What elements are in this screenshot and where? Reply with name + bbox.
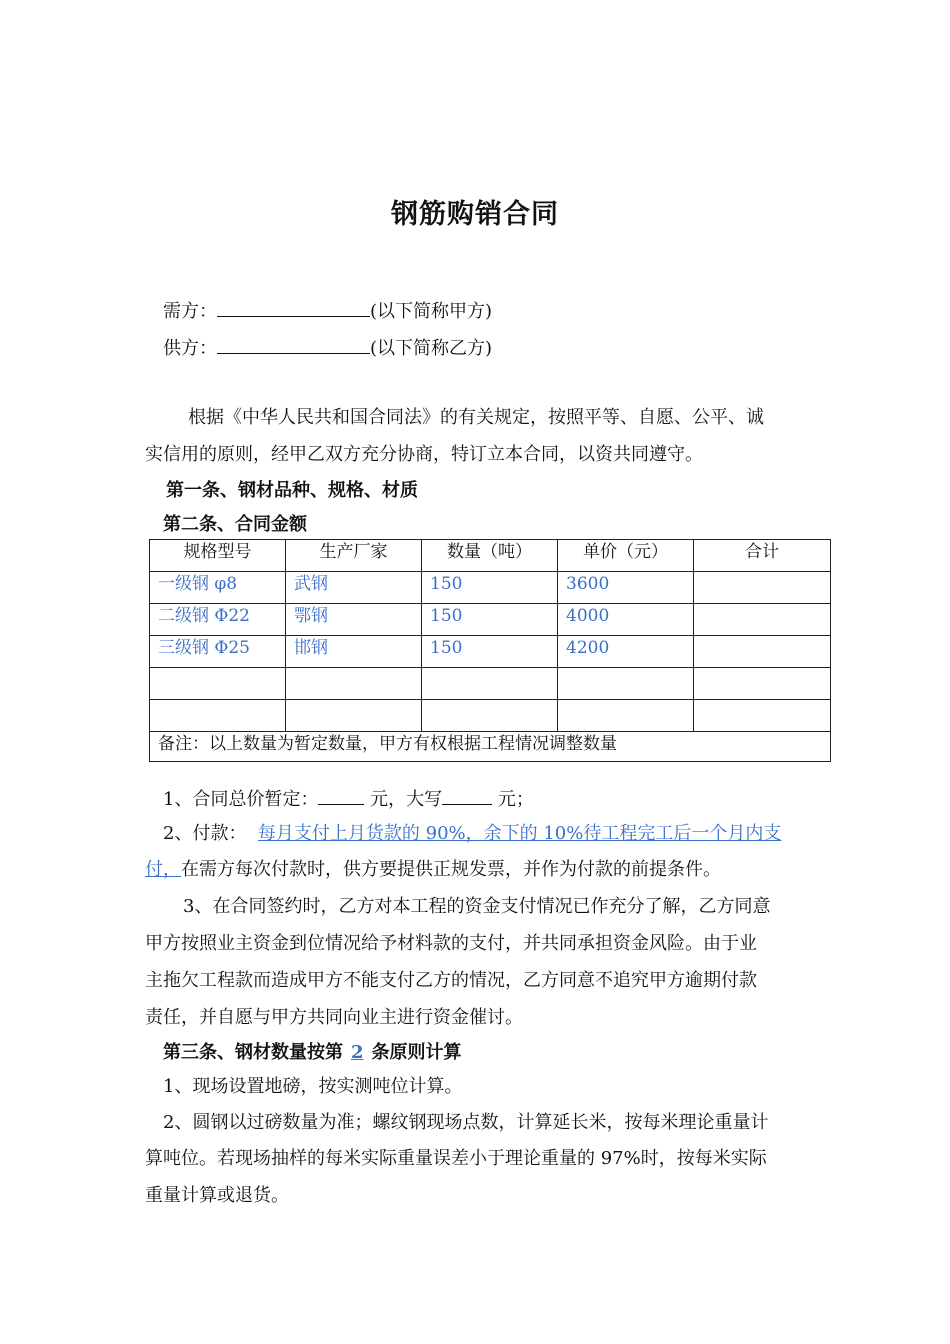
cell-unit-price	[558, 668, 694, 700]
article-3-suffix: 条原则计算	[371, 1042, 462, 1063]
document-title: 钢筋购销合同	[391, 199, 559, 230]
article-3-heading	[163, 1041, 462, 1065]
cell-spec: 三级钢 Φ25	[150, 636, 286, 668]
payment-terms-fill-end[interactable]: 付，	[145, 859, 181, 880]
clause-3-line-4: 责任，并自愿与甲方共同向业主进行资金催讨。	[145, 1007, 523, 1028]
article-1-heading: 第一条、钢材品种、规格、材质	[166, 480, 418, 501]
cell-unit-price: 3600	[558, 572, 694, 604]
cell-spec	[150, 668, 286, 700]
article-3-item-2-line-3: 重量计算或退货。	[145, 1185, 289, 1206]
cell-unit-price: 4000	[558, 604, 694, 636]
total-price-blank[interactable]	[318, 786, 364, 805]
seller-suffix: (以下简称乙方)	[370, 338, 493, 359]
cell-total	[694, 604, 831, 636]
header-spec: 规格型号	[150, 540, 286, 572]
clause-2-line-2	[145, 858, 721, 882]
table-row	[150, 668, 831, 700]
cell-unit-price	[558, 700, 694, 732]
article-3-item-2-line-2: 算吨位。若现场抽样的每米实际重量误差小于理论重量的 97%时，按每米实际	[145, 1148, 767, 1169]
buyer-suffix: (以下简称甲方)	[370, 301, 493, 322]
clause-3-line-3: 主拖欠工程款而造成甲方不能支付乙方的情况，乙方同意不追究甲方逾期付款	[145, 970, 757, 991]
cell-manufacturer: 鄂钢	[286, 604, 422, 636]
clause-1-prefix: 1、合同总价暂定：	[163, 789, 319, 810]
clause-1-mid: 元，大写	[364, 789, 443, 810]
cell-quantity	[422, 700, 558, 732]
intro-line-1: 根据《中华人民共和国合同法》的有关规定，按照平等、自愿、公平、诚	[188, 407, 764, 428]
cell-total	[694, 700, 831, 732]
payment-terms-fill[interactable]: 每月支付上月货款的 90%，余下的 10%待工程完工后一个月内支	[257, 823, 782, 844]
article-3-prefix: 第三条、钢材数量按第	[163, 1042, 343, 1063]
cell-quantity: 150	[422, 604, 558, 636]
buyer-label: 需方：	[163, 301, 217, 322]
buyer-blank[interactable]	[217, 298, 370, 317]
clause-1	[163, 786, 534, 812]
header-total: 合计	[694, 540, 831, 572]
table-row	[150, 604, 831, 636]
table-row	[150, 572, 831, 604]
table-row	[150, 700, 831, 732]
intro-line-2: 实信用的原则，经甲乙双方充分协商，特订立本合同，以资共同遵守。	[145, 444, 703, 465]
header-unit-price: 单价（元）	[558, 540, 694, 572]
cell-manufacturer: 邯钢	[286, 636, 422, 668]
total-price-words-blank[interactable]	[442, 786, 492, 805]
article-3-item-1: 1、现场设置地磅，按实测吨位计算。	[163, 1076, 463, 1097]
cell-spec	[150, 700, 286, 732]
table-note: 备注：以上数量为暂定数量，甲方有权根据工程情况调整数量	[150, 732, 831, 762]
cell-spec: 二级钢 Φ22	[150, 604, 286, 636]
cell-unit-price: 4200	[558, 636, 694, 668]
article-2-heading: 第二条、合同金额	[163, 514, 307, 535]
clause-3-line-2: 甲方按照业主资金到位情况给予材料款的支付，并共同承担资金风险。由于业	[145, 933, 757, 954]
cell-total	[694, 636, 831, 668]
header-quantity: 数量（吨）	[422, 540, 558, 572]
clause-1-suffix: 元；	[492, 789, 534, 810]
table-note-row	[150, 732, 831, 762]
clause-2-prefix: 2、付款：	[163, 823, 247, 844]
seller-line	[163, 335, 492, 361]
clause-2-rest: 在需方每次付款时，供方要提供正规发票，并作为付款的前提条件。	[181, 859, 721, 880]
seller-label: 供方：	[163, 338, 217, 359]
cell-manufacturer	[286, 700, 422, 732]
cell-total	[694, 572, 831, 604]
buyer-line	[163, 298, 492, 324]
article-3-item-2-line-1: 2、圆钢以过磅数量为准；螺纹钢现场点数，计算延长米，按每米理论重量计	[163, 1112, 769, 1133]
table-row	[150, 636, 831, 668]
cell-quantity: 150	[422, 636, 558, 668]
cell-spec: 一级钢 φ8	[150, 572, 286, 604]
cell-manufacturer	[286, 668, 422, 700]
cell-manufacturer: 武钢	[286, 572, 422, 604]
clause-2-line-1	[163, 822, 781, 846]
cell-total	[694, 668, 831, 700]
cell-quantity: 150	[422, 572, 558, 604]
table-header-row	[150, 540, 831, 572]
cell-quantity	[422, 668, 558, 700]
spec-table	[149, 539, 831, 762]
header-manufacturer: 生产厂家	[286, 540, 422, 572]
seller-blank[interactable]	[217, 335, 370, 354]
clause-3-line-1: 3、在合同签约时，乙方对本工程的资金支付情况已作充分了解，乙方同意	[183, 896, 771, 917]
article-3-fill[interactable]: 2	[351, 1042, 364, 1063]
